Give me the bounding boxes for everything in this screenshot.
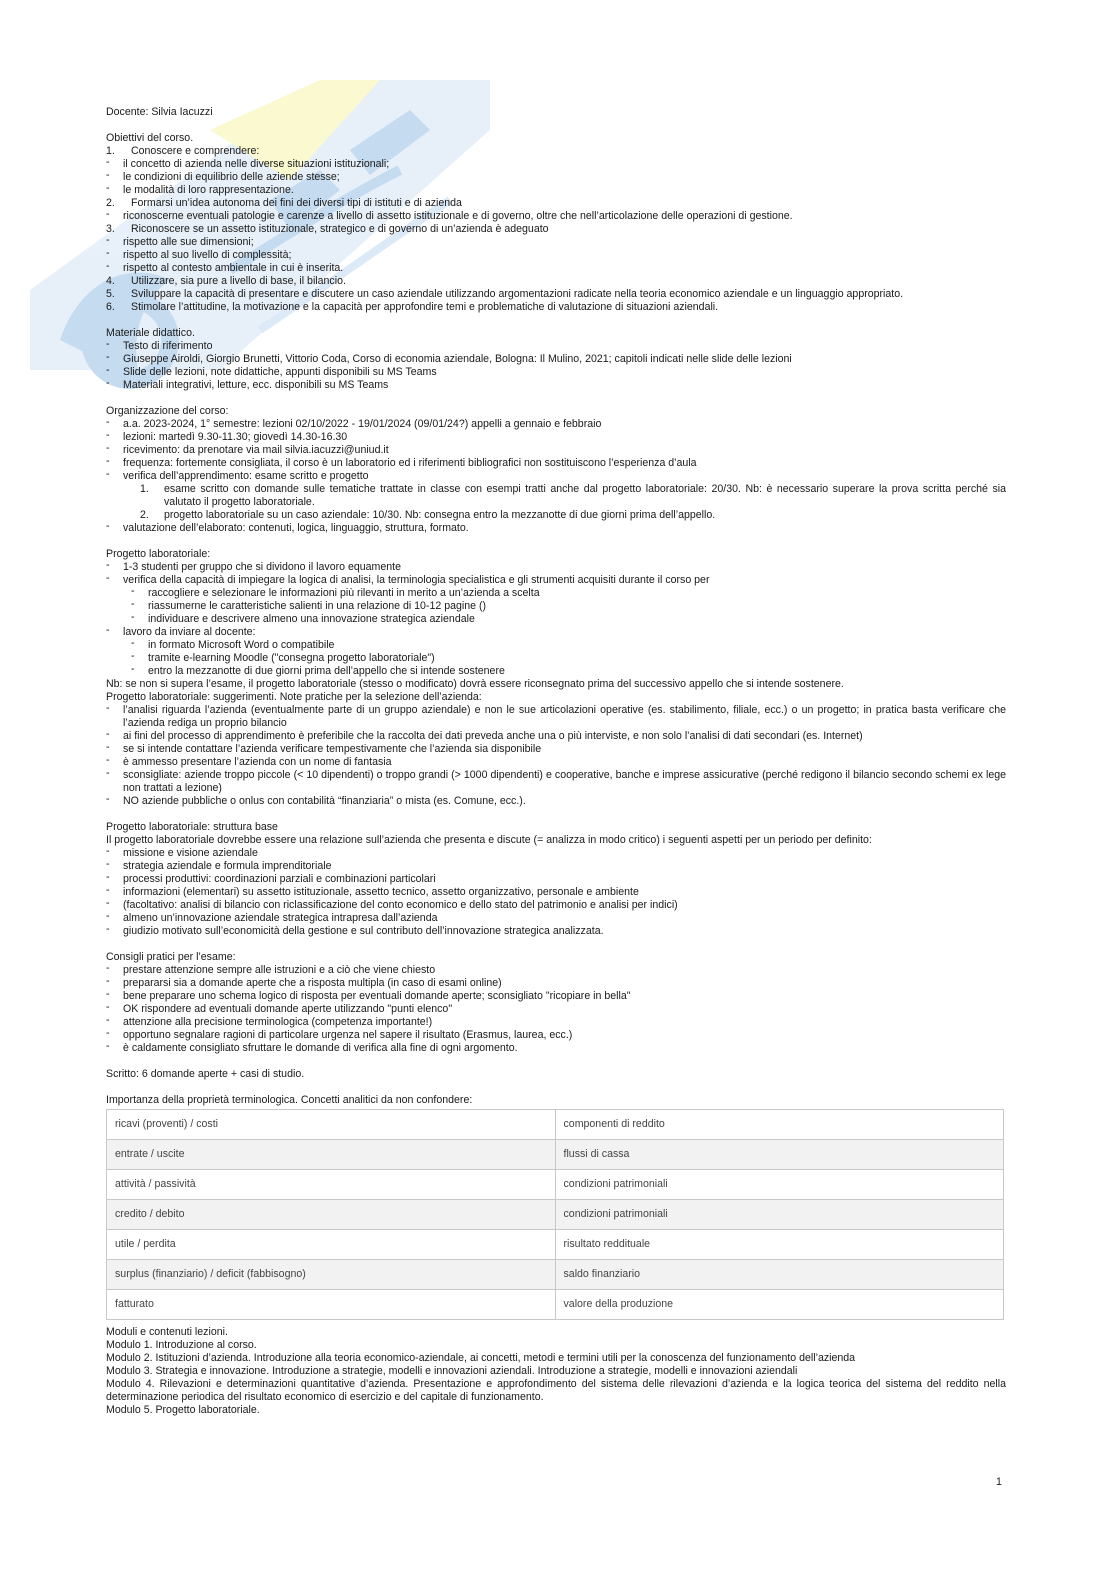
table-row bbox=[107, 1170, 1004, 1200]
progetto-title: Progetto laboratoriale: bbox=[106, 548, 211, 560]
numbered-item bbox=[106, 275, 1006, 288]
sub-bullet-item: - riassumerne le caratteristiche salienti in una relazione di 10-12 pagine () bbox=[106, 600, 1006, 613]
sub-bullet-item: - raccogliere e selezionare le informazioni più rilevanti in merito a un’azienda a scelta bbox=[106, 587, 1006, 600]
numbered-item bbox=[106, 145, 1006, 158]
progetto-list bbox=[106, 561, 1006, 808]
numbered-item bbox=[106, 301, 1006, 314]
category-cell: saldo finanziario bbox=[555, 1260, 1004, 1290]
document-page bbox=[106, 106, 1006, 1417]
paragraph-line: Nb: se non si supera l’esame, il progetto laboratoriale (stesso o modificato) dovrà essere riconsegnato prima del successivo appello che si intende sostenere. bbox=[106, 678, 844, 690]
bullet-item: - Giuseppe Airoldi, Giorgio Brunetti, Vittorio Coda, Corso di economia aziendale, Bologna: Il Mulino, 2021; capitoli indicati nelle slide delle lezioni bbox=[106, 353, 1006, 366]
bullet-item: - almeno un’innovazione aziendale strategica intrapresa dall’azienda bbox=[106, 912, 1006, 925]
bullet-item: - processi produttivi: coordinazioni parziali e combinazioni particolari bbox=[106, 873, 1006, 886]
bullet-item: - le modalità di loro rappresentazione. bbox=[106, 184, 1006, 197]
item-number: 6. bbox=[106, 301, 115, 313]
bullet-item: - se si intende contattare l’azienda verificare tempestivamente che l’azienda sia disponibile bbox=[106, 743, 1006, 756]
organizzazione-list bbox=[106, 418, 1006, 535]
moduli-title: Moduli e contenuti lezioni. bbox=[106, 1326, 228, 1338]
bullet-item: - giudizio motivato sull’economicità della gestione e sul contributo dell’innovazione strategica analizzata. bbox=[106, 925, 1006, 938]
sub-bullet-item: - tramite e-learning Moodle ("consegna progetto laboratoriale") bbox=[106, 652, 1006, 665]
item-number: 4. bbox=[106, 275, 115, 287]
docente-line: Docente: Silvia Iacuzzi bbox=[106, 106, 213, 118]
term-cell: fatturato bbox=[107, 1290, 556, 1320]
term-cell: utile / perdita bbox=[107, 1230, 556, 1260]
item-number: 1. bbox=[140, 483, 149, 495]
table-row bbox=[107, 1290, 1004, 1320]
term-cell: entrate / uscite bbox=[107, 1140, 556, 1170]
item-text: Conoscere e comprendere: bbox=[131, 145, 260, 157]
bullet-item: - prestare attenzione sempre alle istruzioni e a ciò che viene chiesto bbox=[106, 964, 1006, 977]
sub-bullet-item: - entro la mezzanotte di due giorni prima dell’appello che si intende sostenere bbox=[106, 665, 1006, 678]
struttura-intro: Il progetto laboratoriale dovrebbe essere una relazione sull’azienda che presenta e discute (= analizza in modo critico) i seguenti aspetti per un periodo per definito: bbox=[106, 834, 872, 846]
terminology-table bbox=[106, 1109, 1004, 1320]
category-cell: valore della produzione bbox=[555, 1290, 1004, 1320]
category-cell: componenti di reddito bbox=[555, 1110, 1004, 1140]
materiale-title: Materiale didattico. bbox=[106, 327, 195, 339]
table-row bbox=[107, 1230, 1004, 1260]
table-row bbox=[107, 1140, 1004, 1170]
module-item: Modulo 3. Strategia e innovazione. Introduzione a strategie, modelli e innovazioni aziendali. Introduzione a strategie, modelli e innovazioni aziendali bbox=[106, 1365, 798, 1377]
item-text: Stimolare l’attitudine, la motivazione e la capacità per approfondire temi e problematiche di valutazione di situazioni aziendali. bbox=[131, 301, 719, 313]
category-cell: condizioni patrimoniali bbox=[555, 1170, 1004, 1200]
page-number: 1 bbox=[996, 1476, 1002, 1488]
materiale-list bbox=[106, 340, 1006, 392]
bullet-item: - frequenza: fortemente consigliata, il corso è un laboratorio ed i riferimenti bibliografici non sostituiscono l’esperienza d’aula bbox=[106, 457, 1006, 470]
bullet-item: - le condizioni di equilibrio delle aziende stesse; bbox=[106, 171, 1006, 184]
item-number: 2. bbox=[106, 197, 115, 209]
module-item: Modulo 2. Istituzioni d’azienda. Introduzione alla teoria economico-aziendale, ai concetti, metodi e termini utili per la conoscenza del funzionamento dell’azienda bbox=[106, 1352, 856, 1364]
obiettivi-list bbox=[106, 145, 1006, 314]
consigli-title: Consigli pratici per l’esame: bbox=[106, 951, 236, 963]
bullet-item: - sconsigliate: aziende troppo piccole (< 10 dipendenti) o troppo grandi (> 1000 dipendenti) e cooperative, banche e imprese assicurative (perché redigono il bilancio secondo schemi ex lege non trattati a lezione) bbox=[106, 769, 1006, 795]
bullet-item: - è caldamente consigliato sfruttare le domande di verifica alla fine di ogni argomento. bbox=[106, 1042, 1006, 1055]
organizzazione-title: Organizzazione del corso: bbox=[106, 405, 229, 417]
terminologia-title: Importanza della proprietà terminologica. Concetti analitici da non confondere: bbox=[106, 1094, 473, 1106]
bullet-item: - rispetto al contesto ambientale in cui è inserita. bbox=[106, 262, 1006, 275]
bullet-item: - lavoro da inviare al docente: bbox=[106, 626, 1006, 639]
bullet-item: - valutazione dell’elaborato: contenuti, logica, linguaggio, struttura, formato. bbox=[106, 522, 1006, 535]
bullet-item: - strategia aziendale e formula imprenditoriale bbox=[106, 860, 1006, 873]
numbered-item bbox=[106, 223, 1006, 236]
bullet-item: - il concetto di azienda nelle diverse situazioni istituzionali; bbox=[106, 158, 1006, 171]
bullet-item: - Slide delle lezioni, note didattiche, appunti disponibili su MS Teams bbox=[106, 366, 1006, 379]
item-text: Formarsi un’idea autonoma dei fini dei diversi tipi di istituti e di azienda bbox=[131, 197, 462, 209]
item-number: 5. bbox=[106, 288, 115, 300]
item-text: progetto laboratoriale su un caso aziendale: 10/30. Nb: consegna entro la mezzanotte di due giorni prima dell’appello. bbox=[164, 509, 716, 521]
obiettivi-title: Obiettivi del corso. bbox=[106, 132, 194, 144]
table-row bbox=[107, 1260, 1004, 1290]
consigli-list bbox=[106, 964, 1006, 1055]
bullet-item: - è ammesso presentare l’azienda con un nome di fantasia bbox=[106, 756, 1006, 769]
numbered-item bbox=[106, 509, 1006, 522]
bullet-item: - NO aziende pubbliche o onlus con contabilità “finanziaria” o mista (es. Comune, ecc.). bbox=[106, 795, 1006, 808]
numbered-item bbox=[106, 483, 1006, 509]
bullet-item: - attenzione alla precisione terminologica (competenza importante!) bbox=[106, 1016, 1006, 1029]
bullet-item: - (facoltativo: analisi di bilancio con riclassificazione del conto economico e dello stato del patrimonio e analisi per indici) bbox=[106, 899, 1006, 912]
bullet-item: - Materiali integrativi, letture, ecc. disponibili su MS Teams bbox=[106, 379, 1006, 392]
bullet-item: - informazioni (elementari) su assetto istituzionale, assetto tecnico, assetto organizzativo, personale e ambiente bbox=[106, 886, 1006, 899]
category-cell: risultato reddituale bbox=[555, 1230, 1004, 1260]
item-text: esame scritto con domande sulle tematiche trattate in classe con esempi tratti anche dal progetto laboratoriale: 20/30. Nb: è necessario superare la prova scritta perché sia valutato il progetto laboratoriale. bbox=[164, 483, 1006, 508]
sub-bullet-item: - individuare e descrivere almeno una innovazione strategica aziendale bbox=[106, 613, 1006, 626]
bullet-item: - riconoscerne eventuali patologie e carenze a livello di assetto istituzionale e di governo, oltre che nell’articolazione delle operazioni di gestione. bbox=[106, 210, 1006, 223]
bullet-item: - lezioni: martedì 9.30-11.30; giovedì 14.30-16.30 bbox=[106, 431, 1006, 444]
module-item: Modulo 1. Introduzione al corso. bbox=[106, 1339, 257, 1351]
bullet-item: - 1-3 studenti per gruppo che si dividono il lavoro equamente bbox=[106, 561, 1006, 574]
bullet-item: - opportuno segnalare ragioni di particolare urgenza nel sapere il risultato (Erasmus, laurea, ecc.) bbox=[106, 1029, 1006, 1042]
item-text: Riconoscere se un assetto istituzionale, strategico e di governo di un’azienda è adeguato bbox=[131, 223, 549, 235]
bullet-item: - missione e visione aziendale bbox=[106, 847, 1006, 860]
sub-bullet-item: - in formato Microsoft Word o compatibile bbox=[106, 639, 1006, 652]
bullet-item: - rispetto al suo livello di complessità; bbox=[106, 249, 1006, 262]
bullet-item: - verifica dell’apprendimento: esame scritto e progetto bbox=[106, 470, 1006, 483]
item-text: Utilizzare, sia pure a livello di base, il bilancio. bbox=[131, 275, 346, 287]
paragraph-line: Progetto laboratoriale: suggerimenti. Note pratiche per la selezione dell’azienda: bbox=[106, 691, 482, 703]
bullet-item: - verifica della capacità di impiegare la logica di analisi, la terminologia specialistica e gli strumenti acquisiti durante il corso per bbox=[106, 574, 1006, 587]
module-item: Modulo 4. Rilevazioni e determinazioni quantitative d’azienda. Presentazione e approfondimento del sistema delle rilevazioni d’azienda e la logica teorica del sistema del reddito nella determinazione periodica del risultato economico di esercizio e del capitale di funzionamento. bbox=[106, 1378, 1006, 1403]
bullet-item: - OK rispondere ad eventuali domande aperte utilizzando "punti elenco" bbox=[106, 1003, 1006, 1016]
table-row bbox=[107, 1110, 1004, 1140]
moduli-list bbox=[106, 1339, 1006, 1417]
bullet-item: - ai fini del processo di apprendimento è preferibile che la raccolta dei dati preveda anche una o più interviste, e non solo l’analisi di dati secondari (es. Internet) bbox=[106, 730, 1006, 743]
scritto-line: Scritto: 6 domande aperte + casi di studio. bbox=[106, 1068, 305, 1080]
term-cell: credito / debito bbox=[107, 1200, 556, 1230]
bullet-item: - rispetto alle sue dimensioni; bbox=[106, 236, 1006, 249]
bullet-item: - ricevimento: da prenotare via mail silvia.iacuzzi@uniud.it bbox=[106, 444, 1006, 457]
item-number: 1. bbox=[106, 145, 115, 157]
struttura-title: Progetto laboratoriale: struttura base bbox=[106, 821, 278, 833]
struttura-list bbox=[106, 847, 1006, 938]
module-item: Modulo 5. Progetto laboratoriale. bbox=[106, 1404, 260, 1416]
term-cell: attività / passività bbox=[107, 1170, 556, 1200]
numbered-item bbox=[106, 197, 1006, 210]
term-cell: ricavi (proventi) / costi bbox=[107, 1110, 556, 1140]
item-number: 2. bbox=[140, 509, 149, 521]
bullet-item: - prepararsi sia a domande aperte che a risposta multipla (in caso di esami online) bbox=[106, 977, 1006, 990]
bullet-item: - Testo di riferimento bbox=[106, 340, 1006, 353]
item-number: 3. bbox=[106, 223, 115, 235]
category-cell: condizioni patrimoniali bbox=[555, 1200, 1004, 1230]
category-cell: flussi di cassa bbox=[555, 1140, 1004, 1170]
numbered-item bbox=[106, 288, 1006, 301]
bullet-item: - a.a. 2023-2024, 1° semestre: lezioni 02/10/2022 - 19/01/2024 (09/01/24?) appelli a gennaio e febbraio bbox=[106, 418, 1006, 431]
term-cell: surplus (finanziario) / deficit (fabbisogno) bbox=[107, 1260, 556, 1290]
item-text: Sviluppare la capacità di presentare e discutere un caso aziendale utilizzando argomentazioni radicate nella teoria economico aziendale e un linguaggio appropriato. bbox=[131, 288, 904, 300]
table-row bbox=[107, 1200, 1004, 1230]
bullet-item: - l’analisi riguarda l’azienda (eventualmente parte di un gruppo aziendale) e non le sue articolazioni operative (es. stabilimento, filiale, ecc.) o un progetto; in pratica basta verificare che l’azienda rediga un proprio bilancio bbox=[106, 704, 1006, 730]
bullet-item: - bene preparare uno schema logico di risposta per eventuali domande aperte; sconsigliato "ricopiare in bella" bbox=[106, 990, 1006, 1003]
